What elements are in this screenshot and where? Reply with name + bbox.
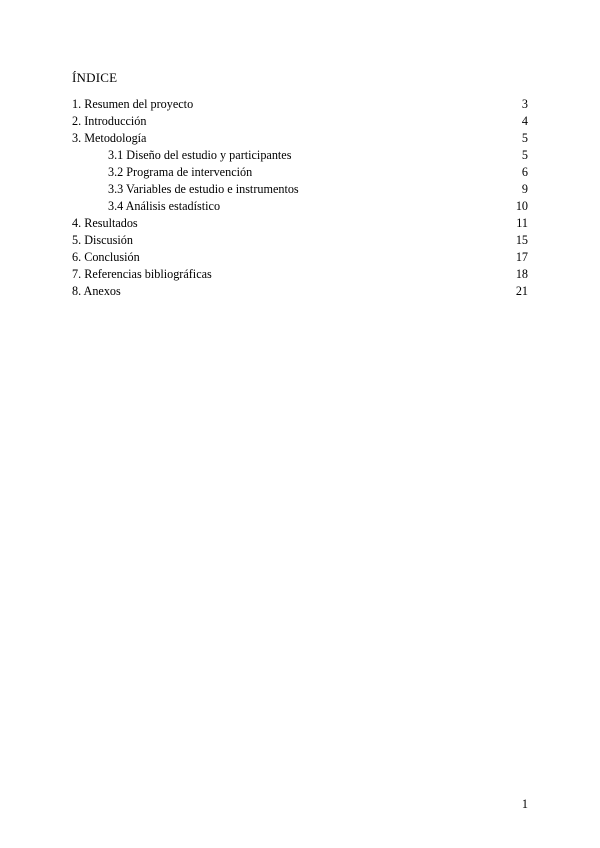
toc-entry-label: 3.1 Diseño del estudio y participantes xyxy=(108,148,292,162)
toc-entry-page: 17 xyxy=(515,250,528,264)
toc-entry-label: 3.4 Análisis estadístico xyxy=(108,199,221,213)
toc-entry-label: 6. Conclusión xyxy=(72,250,140,264)
toc-entry-page: 4 xyxy=(521,114,528,128)
toc-entry-page: 11 xyxy=(516,216,528,230)
toc-entry-label: 3.3 Variables de estudio e instrumentos xyxy=(108,182,299,196)
toc-entry-label: 1. Resumen del proyecto xyxy=(72,97,194,111)
toc-entry[interactable] xyxy=(72,249,528,266)
toc-entry-page: 18 xyxy=(515,267,528,281)
toc-entry[interactable] xyxy=(72,215,528,232)
toc-entry[interactable] xyxy=(72,232,528,249)
toc-subentry[interactable] xyxy=(72,181,528,198)
toc-entry-label: 3. Metodología xyxy=(72,131,147,145)
toc-entry-page: 15 xyxy=(515,233,528,247)
toc-entry[interactable] xyxy=(72,283,528,300)
toc-heading: ÍNDICE xyxy=(72,70,118,85)
toc-entry[interactable] xyxy=(72,130,528,147)
toc-entry[interactable] xyxy=(72,96,528,113)
toc-subentry[interactable] xyxy=(72,198,528,215)
toc-entry-label: 4. Resultados xyxy=(72,216,138,230)
toc-subentry[interactable] xyxy=(72,147,528,164)
toc-entry-label: 3.2 Programa de intervención xyxy=(108,165,253,179)
toc-entry-label: 2. Introducción xyxy=(72,114,147,128)
toc-entry-page: 21 xyxy=(515,284,528,298)
toc-entry-label: 7. Referencias bibliográficas xyxy=(72,267,212,281)
toc-entry-page: 3 xyxy=(521,97,528,111)
toc-entry[interactable] xyxy=(72,266,528,283)
toc-entry-label: 8. Anexos xyxy=(72,284,121,298)
toc-entry-page: 10 xyxy=(515,199,528,213)
toc-entry-label: 5. Discusión xyxy=(72,233,133,247)
table-of-contents xyxy=(72,96,528,300)
toc-entry-page: 5 xyxy=(521,148,528,162)
toc-entry-page: 9 xyxy=(521,182,528,196)
toc-entry-page: 5 xyxy=(521,131,528,145)
toc-entry-page: 6 xyxy=(521,165,528,179)
page-number: 1 xyxy=(521,797,528,811)
toc-subentry[interactable] xyxy=(72,164,528,181)
toc-entry[interactable] xyxy=(72,113,528,130)
